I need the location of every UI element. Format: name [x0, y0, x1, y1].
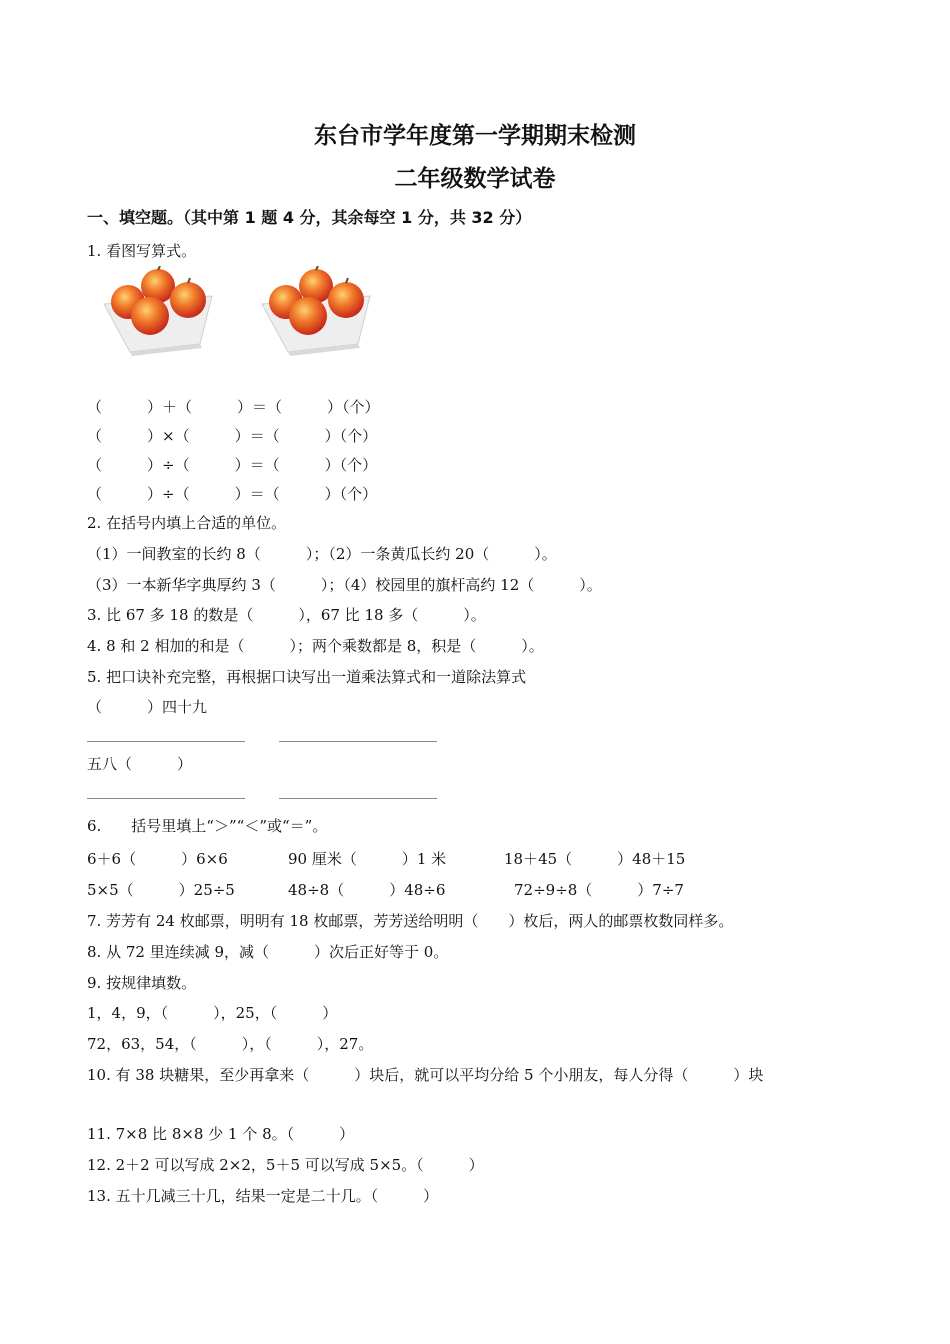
question-6-stem: 6. 括号里填上“＞”“＜”或“＝”。 — [87, 817, 328, 835]
question-5-rhyme-b: 五八（ ） — [87, 755, 193, 773]
question-8: 8. 从 72 里连续减 9，减（ ）次后正好等于 0。 — [87, 943, 449, 961]
question-2-stem: 2. 在括号内填上合适的单位。 — [87, 514, 287, 532]
answer-line — [279, 798, 437, 799]
compare-item: 90 厘米（ ）1 米 — [288, 850, 447, 868]
compare-item: 72÷9÷8（ ）7÷7 — [514, 881, 684, 899]
question-11: 11. 7×8 比 8×8 少 1 个 8。（ ） — [87, 1125, 355, 1143]
apple-basket-image — [100, 266, 216, 356]
equation-add: （ ）＋（ ）＝（ ）（个） — [87, 398, 380, 416]
answer-line — [279, 741, 437, 742]
compare-item: 18＋45（ ）48＋15 — [504, 850, 686, 868]
question-5-rhyme-a: （ ）四十九 — [87, 698, 208, 716]
question-10: 10. 有 38 块糖果，至少再拿来（ ）块后，就可以平均分给 5 个小朋友，每人分得（ ）块 — [87, 1066, 764, 1084]
question-5-stem: 5. 把口诀补充完整，再根据口诀写出一道乘法算式和一道除法算式 — [87, 668, 527, 686]
equation-multiply: （ ）×（ ）＝（ ）（个） — [87, 427, 378, 445]
equation-divide-1: （ ）÷（ ）＝（ ）（个） — [87, 456, 378, 474]
question-1-stem: 1. 看图写算式。 — [87, 242, 197, 260]
question-2-line-1: （1）一间教室的长约 8（ ）；（2）一条黄瓜长约 20（ ）。 — [87, 545, 557, 563]
question-2-line-2: （3）一本新华字典厚约 3（ ）；（4）校园里的旗杆高约 12（ ）。 — [87, 576, 602, 594]
section-heading: 一、填空题。（其中第 1 题 4 分，其余每空 1 分，共 32 分） — [87, 208, 532, 227]
equation-divide-2: （ ）÷（ ）＝（ ）（个） — [87, 485, 378, 503]
page-title: 东台市学年度第一学期期末检测 — [314, 123, 636, 149]
question-9-sequence-1: 1，4，9，（ ），25，（ ） — [87, 1004, 338, 1022]
page-subtitle: 二年级数学试卷 — [394, 166, 556, 192]
question-9-sequence-2: 72，63，54，（ ），（ ），27。 — [87, 1035, 374, 1053]
question-13: 13. 五十几减三十几，结果一定是二十几。（ ） — [87, 1187, 439, 1205]
compare-item: 5×5（ ）25÷5 — [87, 881, 235, 899]
answer-line — [87, 798, 245, 799]
compare-item: 48÷8（ ）48÷6 — [288, 881, 446, 899]
question-4: 4. 8 和 2 相加的和是（ ）；两个乘数都是 8，积是（ ）。 — [87, 637, 544, 655]
compare-item: 6＋6（ ）6×6 — [87, 850, 228, 868]
answer-line — [87, 741, 245, 742]
apple-basket-image — [258, 266, 374, 356]
question-9-stem: 9. 按规律填数。 — [87, 974, 197, 992]
question-3: 3. 比 67 多 18 的数是（ ），67 比 18 多（ ）。 — [87, 606, 486, 624]
question-12: 12. 2＋2 可以写成 2×2，5＋5 可以写成 5×5。（ ） — [87, 1156, 484, 1174]
question-7: 7. 芳芳有 24 枚邮票，明明有 18 枚邮票，芳芳送给明明（ ）枚后，两人的邮票枚数同样多。 — [87, 912, 734, 930]
